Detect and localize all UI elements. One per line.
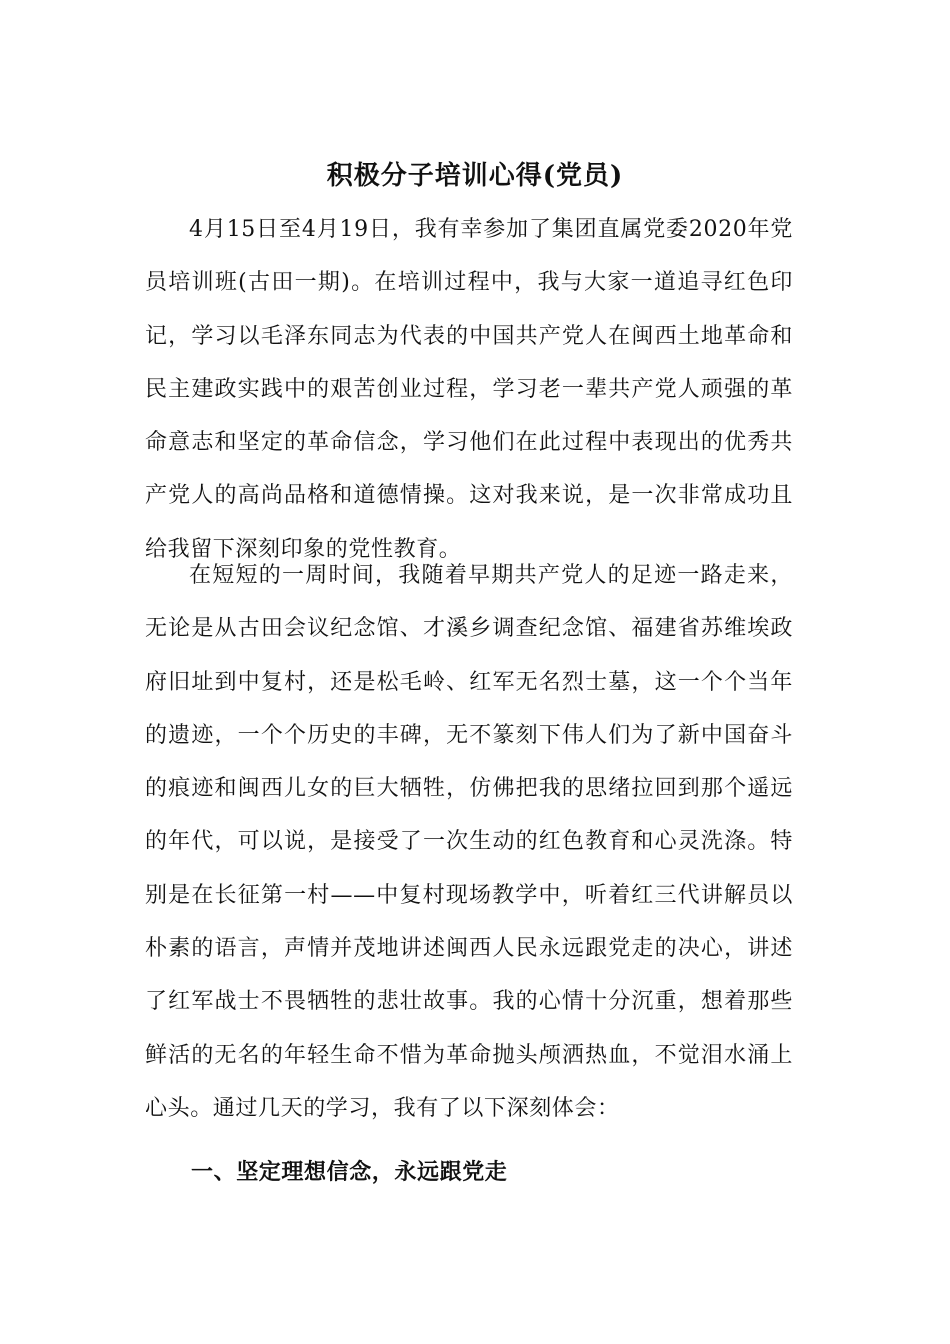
paragraph-2: 在短短的一周时间，我随着早期共产党人的足迹一路走来，无论是从古田会议纪念馆、才溪乡调查纪念馆、福建省苏维埃政府旧址到中复村，还是松毛岭、红军无名烈士墓，这一个个当年的遗迹，一个个历史的丰碑，无不篆刻下伟人们为了新中国奋斗的痕迹和闽西儿女的巨大牺牲，仿佛把我的思绪拉回到那个遥远的年代，可以说，是接受了一次生动的红色教育和心灵洗涤。特别是在长征第一村——中复村现场教学中，听着红三代讲解员以朴素的语言，声情并茂地讲述闽西人民永远跟党走的决心，讲述了红军战士不畏牺牲的悲壮故事。我的心情十分沉重，想着那些鲜活的无名的年轻生命不惜为革命抛头颅洒热血，不觉泪水涌上心头。通过几天的学习，我有了以下深刻体会： bbox=[145, 563, 793, 1121]
section-heading: 一、坚定理想信念，永远跟党走 bbox=[191, 1159, 508, 1185]
document-title: 积极分子培训心得(党员) bbox=[326, 161, 624, 191]
paragraph-1: 4月15日至4月19日，我有幸参加了集团直属党委2020年党员培训班(古田一期)。在培训过程中，我与大家一道追寻红色印记，学习以毛泽东同志为代表的中国共产党人在闽西土地革命和民主建政实践中的艰苦创业过程，学习老一辈共产党人顽强的革命意志和坚定的革命信念，学习他们在此过程中表现出的优秀共产党人的高尚品格和道德情操。这对我来说，是一次非常成功且给我留下深刻印象的党性教育。 bbox=[145, 217, 793, 562]
